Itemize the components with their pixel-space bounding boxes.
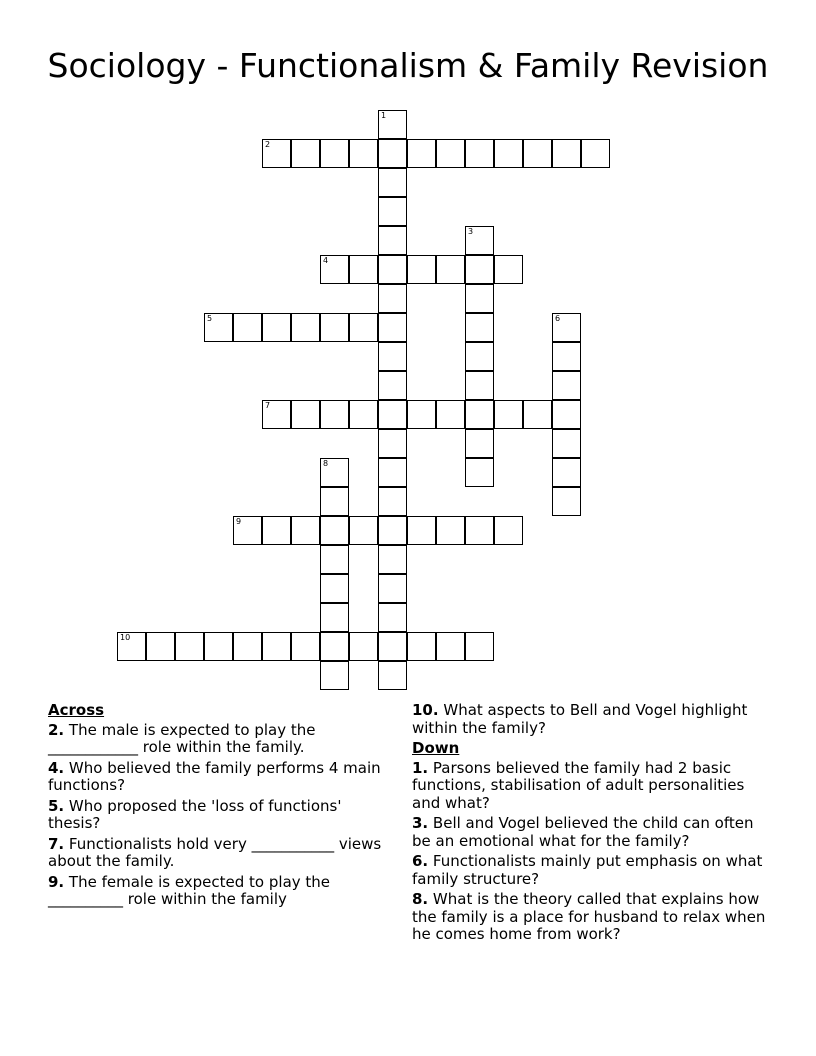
cell-number: 4 <box>323 256 329 265</box>
grid-cell[interactable] <box>552 487 581 516</box>
grid-cell[interactable] <box>204 632 233 661</box>
cell-number: 3 <box>468 227 474 236</box>
grid-cell[interactable] <box>407 516 436 545</box>
clue-number: 7. <box>48 834 65 853</box>
grid-cell[interactable] <box>552 313 581 342</box>
grid-cell[interactable] <box>378 574 407 603</box>
grid-cell[interactable] <box>378 110 407 139</box>
grid-cell[interactable] <box>117 632 146 661</box>
grid-cell[interactable] <box>465 429 494 458</box>
cell-number: 7 <box>265 401 271 410</box>
across-heading: Across <box>48 701 105 719</box>
clue-number: 6. <box>412 852 429 870</box>
clue-number: 3. <box>412 814 429 832</box>
grid-cell[interactable] <box>378 226 407 255</box>
clue-across-2 <box>48 722 383 757</box>
grid-cell[interactable] <box>320 487 349 516</box>
grid-cell[interactable] <box>291 632 320 661</box>
grid-cell[interactable] <box>465 139 494 168</box>
cell-number: 5 <box>207 314 213 323</box>
grid-cell[interactable] <box>349 516 378 545</box>
grid-cell[interactable] <box>320 400 349 429</box>
grid-cell[interactable] <box>349 313 378 342</box>
grid-cell[interactable] <box>378 632 407 661</box>
grid-cell[interactable] <box>494 400 523 429</box>
clue-down-3 <box>412 815 768 850</box>
grid-cell[interactable] <box>320 574 349 603</box>
grid-cell[interactable] <box>291 400 320 429</box>
grid-cell[interactable] <box>378 313 407 342</box>
cell-number: 1 <box>381 111 387 120</box>
grid-cell[interactable] <box>465 400 494 429</box>
grid-cell[interactable] <box>262 313 291 342</box>
grid-cell[interactable] <box>291 139 320 168</box>
grid-cell[interactable] <box>436 516 465 545</box>
grid-cell[interactable] <box>233 313 262 342</box>
grid-cell[interactable] <box>552 400 581 429</box>
grid-cell[interactable] <box>291 516 320 545</box>
grid-cell[interactable] <box>465 284 494 313</box>
grid-cell[interactable] <box>262 139 291 168</box>
grid-cell[interactable] <box>320 603 349 632</box>
grid-cell[interactable] <box>233 516 262 545</box>
clue-across-7 <box>48 836 383 871</box>
grid-cell[interactable] <box>436 139 465 168</box>
grid-cell[interactable] <box>378 487 407 516</box>
grid-cell[interactable] <box>378 139 407 168</box>
grid-cell[interactable] <box>146 632 175 661</box>
grid-cell[interactable] <box>465 226 494 255</box>
clue-text: The female is expected to play the __________ role within the family <box>48 872 331 908</box>
grid-cell[interactable] <box>320 632 349 661</box>
grid-cell[interactable] <box>378 342 407 371</box>
grid-cell[interactable] <box>349 632 378 661</box>
clue-across-10 <box>412 702 768 737</box>
grid-cell[interactable] <box>494 139 523 168</box>
grid-cell[interactable] <box>465 632 494 661</box>
clue-text: What is the theory called that explains how the family is a place for husband to relax when he comes home from work? <box>412 890 766 943</box>
grid-cell[interactable] <box>378 284 407 313</box>
grid-cell[interactable] <box>262 516 291 545</box>
grid-cell[interactable] <box>378 661 407 690</box>
grid-cell[interactable] <box>320 545 349 574</box>
grid-cell[interactable] <box>494 255 523 284</box>
grid-cell[interactable] <box>552 429 581 458</box>
grid-cell[interactable] <box>233 632 262 661</box>
clues-right-column <box>412 702 768 947</box>
cell-number: 10 <box>120 633 131 642</box>
grid-cell[interactable] <box>465 458 494 487</box>
grid-cell[interactable] <box>523 400 552 429</box>
grid-cell[interactable] <box>407 255 436 284</box>
grid-cell[interactable] <box>407 400 436 429</box>
grid-cell[interactable] <box>320 313 349 342</box>
grid-cell[interactable] <box>349 400 378 429</box>
clue-number: 4. <box>48 758 65 777</box>
grid-cell[interactable] <box>378 458 407 487</box>
cell-number: 6 <box>555 314 561 323</box>
clue-text: Who believed the family performs 4 main functions? <box>48 758 381 794</box>
grid-cell[interactable] <box>581 139 610 168</box>
grid-cell[interactable] <box>378 168 407 197</box>
grid-cell[interactable] <box>465 516 494 545</box>
clue-across-4 <box>48 760 383 795</box>
grid-cell[interactable] <box>349 139 378 168</box>
grid-cell[interactable] <box>523 139 552 168</box>
down-heading: Down <box>412 739 460 757</box>
clue-number: 5. <box>48 796 65 815</box>
grid-cell[interactable] <box>378 371 407 400</box>
grid-cell[interactable] <box>320 516 349 545</box>
clue-across-5 <box>48 798 383 833</box>
grid-cell[interactable] <box>552 458 581 487</box>
grid-cell[interactable] <box>262 400 291 429</box>
clue-number: 2. <box>48 720 65 739</box>
clue-number: 9. <box>48 872 65 891</box>
grid-cell[interactable] <box>465 255 494 284</box>
clue-text: The male is expected to play the ____________ role within the family. <box>48 720 316 756</box>
grid-cell[interactable] <box>378 429 407 458</box>
grid-cell[interactable] <box>436 632 465 661</box>
grid-cell[interactable] <box>320 255 349 284</box>
clue-text: Who proposed the 'loss of functions' thesis? <box>48 796 342 832</box>
grid-cell[interactable] <box>262 632 291 661</box>
clue-text: Bell and Vogel believed the child can often be an emotional what for the family? <box>412 814 754 850</box>
clue-text: What aspects to Bell and Vogel highlight within the family? <box>412 701 748 737</box>
grid-cell[interactable] <box>552 342 581 371</box>
grid-cell[interactable] <box>465 313 494 342</box>
grid-cell[interactable] <box>175 632 204 661</box>
clue-across-9 <box>48 874 383 909</box>
grid-cell[interactable] <box>407 139 436 168</box>
grid-cell[interactable] <box>465 342 494 371</box>
grid-cell[interactable] <box>494 516 523 545</box>
grid-cell[interactable] <box>291 313 320 342</box>
clues-left-column <box>48 702 383 912</box>
grid-cell[interactable] <box>320 458 349 487</box>
grid-cell[interactable] <box>552 139 581 168</box>
grid-cell[interactable] <box>465 371 494 400</box>
grid-cell[interactable] <box>436 400 465 429</box>
clue-text: Functionalists mainly put emphasis on what family structure? <box>412 852 763 888</box>
clue-number: 8. <box>412 890 429 908</box>
grid-cell[interactable] <box>320 661 349 690</box>
cell-number: 8 <box>323 459 329 468</box>
grid-cell[interactable] <box>378 400 407 429</box>
grid-cell[interactable] <box>320 139 349 168</box>
clue-down-6 <box>412 853 768 888</box>
grid-cell[interactable] <box>378 255 407 284</box>
cell-number: 9 <box>236 517 242 526</box>
grid-cell[interactable] <box>552 371 581 400</box>
clue-text: Parsons believed the family had 2 basic functions, stabilisation of adult personalities and what? <box>412 758 745 812</box>
clue-text: Functionalists hold very ___________ views about the family. <box>48 834 382 870</box>
page-title: Sociology - Functionalism & Family Revision <box>47 46 769 85</box>
grid-cell[interactable] <box>407 632 436 661</box>
clue-number: 10. <box>412 701 439 719</box>
clue-down-1 <box>412 760 768 813</box>
grid-cell[interactable] <box>378 516 407 545</box>
grid-cell[interactable] <box>378 197 407 226</box>
cell-number: 2 <box>265 140 271 149</box>
grid-cell[interactable] <box>378 603 407 632</box>
clue-number: 1. <box>412 758 429 777</box>
grid-cell[interactable] <box>378 545 407 574</box>
grid-cell[interactable] <box>349 255 378 284</box>
grid-cell[interactable] <box>204 313 233 342</box>
clue-down-8 <box>412 891 768 944</box>
grid-cell[interactable] <box>436 255 465 284</box>
